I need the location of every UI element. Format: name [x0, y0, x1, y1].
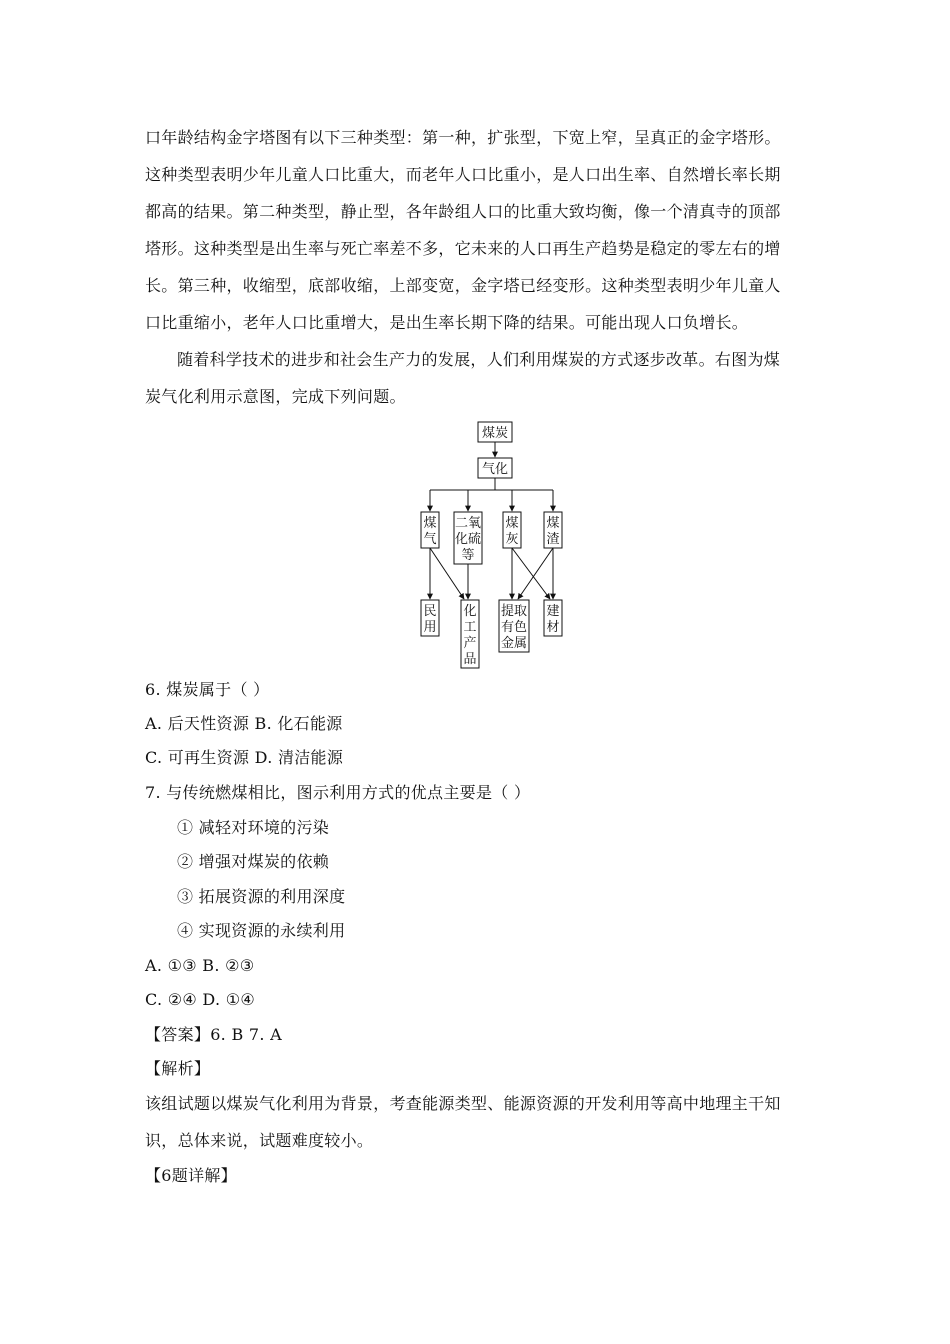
node-label: 化硫 — [454, 532, 482, 547]
analysis-title: 【解析】 — [145, 1059, 211, 1078]
analysis-line: 识，总体来说，试题难度较小。 — [145, 1131, 374, 1150]
node-label: 化 — [463, 604, 477, 619]
analysis-line: 该组试题以煤炭气化利用为背景，考查能源类型、能源资源的开发利用等高中地理主干知 — [145, 1094, 781, 1113]
arrow — [518, 548, 553, 599]
node-label: 等 — [461, 548, 475, 563]
node-label: 有色 — [500, 620, 528, 635]
arrow — [512, 548, 550, 599]
node-coal-label: 煤炭 — [481, 426, 509, 441]
detail-title: 【6题详解】 — [145, 1166, 237, 1185]
paragraph-line: 长。第三种，收缩型，底部收缩，上部变宽，金字塔已经变形。这种类型表明少年儿童人 — [145, 276, 781, 295]
question-7-stem: 7. 与传统燃煤相比，图示利用方式的优点主要是（ ） — [145, 783, 531, 802]
coal-gasification-diagram — [400, 410, 580, 670]
paragraph-line: 随着科学技术的进步和社会生产力的发展，人们利用煤炭的方式逐步改革。右图为煤 — [177, 350, 781, 369]
node-label: 渣 — [546, 532, 560, 547]
question-6-stem: 6. 煤炭属于（ ） — [145, 680, 270, 699]
node-label: 民 — [423, 604, 437, 619]
question-7-options-cd: C. ②④ D. ①④ — [145, 990, 256, 1009]
paragraph-line: 炭气化利用示意图，完成下列问题。 — [145, 387, 406, 406]
node-label: 二氧 — [454, 516, 482, 531]
node-label: 用 — [423, 620, 437, 635]
node-label: 品 — [463, 652, 477, 667]
node-label: 提取 — [500, 604, 528, 619]
node-label: 气 — [423, 532, 437, 547]
node-label: 煤 — [505, 516, 519, 531]
question-7-item: ③ 拓展资源的利用深度 — [177, 887, 346, 906]
question-6-options-ab: A. 后天性资源 B. 化石能源 — [145, 714, 343, 733]
paragraph-line: 这种类型表明少年儿童人口比重大，而老年人口比重小，是人口出生率、自然增长率长期 — [145, 165, 781, 184]
node-label: 工 — [463, 620, 477, 635]
question-7-item: ① 减轻对环境的污染 — [177, 818, 330, 837]
node-label: 建 — [546, 604, 560, 619]
paragraph-line: 口年龄结构金字塔图有以下三种类型：第一种，扩张型，下宽上窄，呈真正的金字塔形。 — [145, 128, 781, 147]
node-label: 材 — [546, 620, 560, 635]
question-7-item: ② 增强对煤炭的依赖 — [177, 852, 330, 871]
node-label: 煤 — [423, 516, 437, 531]
answer-line: 【答案】6. B 7. A — [145, 1025, 283, 1044]
paragraph-line: 塔形。这种类型是出生率与死亡率差不多，它未来的人口再生产趋势是稳定的零左右的增 — [145, 239, 781, 258]
node-label: 产 — [463, 636, 477, 651]
question-6-options-cd: C. 可再生资源 D. 清洁能源 — [145, 748, 344, 767]
node-label: 灰 — [505, 532, 519, 547]
node-gasification-label: 气化 — [481, 462, 509, 477]
node-label: 金属 — [500, 636, 528, 651]
diagram-svg — [400, 410, 580, 670]
node-label: 煤 — [546, 516, 560, 531]
question-7-options-ab: A. ①③ B. ②③ — [145, 956, 255, 975]
paragraph-line: 口比重缩小，老年人口比重增大，是出生率长期下降的结果。可能出现人口负增长。 — [145, 313, 749, 332]
question-7-item: ④ 实现资源的永续利用 — [177, 921, 346, 940]
paragraph-line: 都高的结果。第二种类型，静止型，各年龄组人口的比重大致均衡，像一个清真寺的顶部 — [145, 202, 781, 221]
